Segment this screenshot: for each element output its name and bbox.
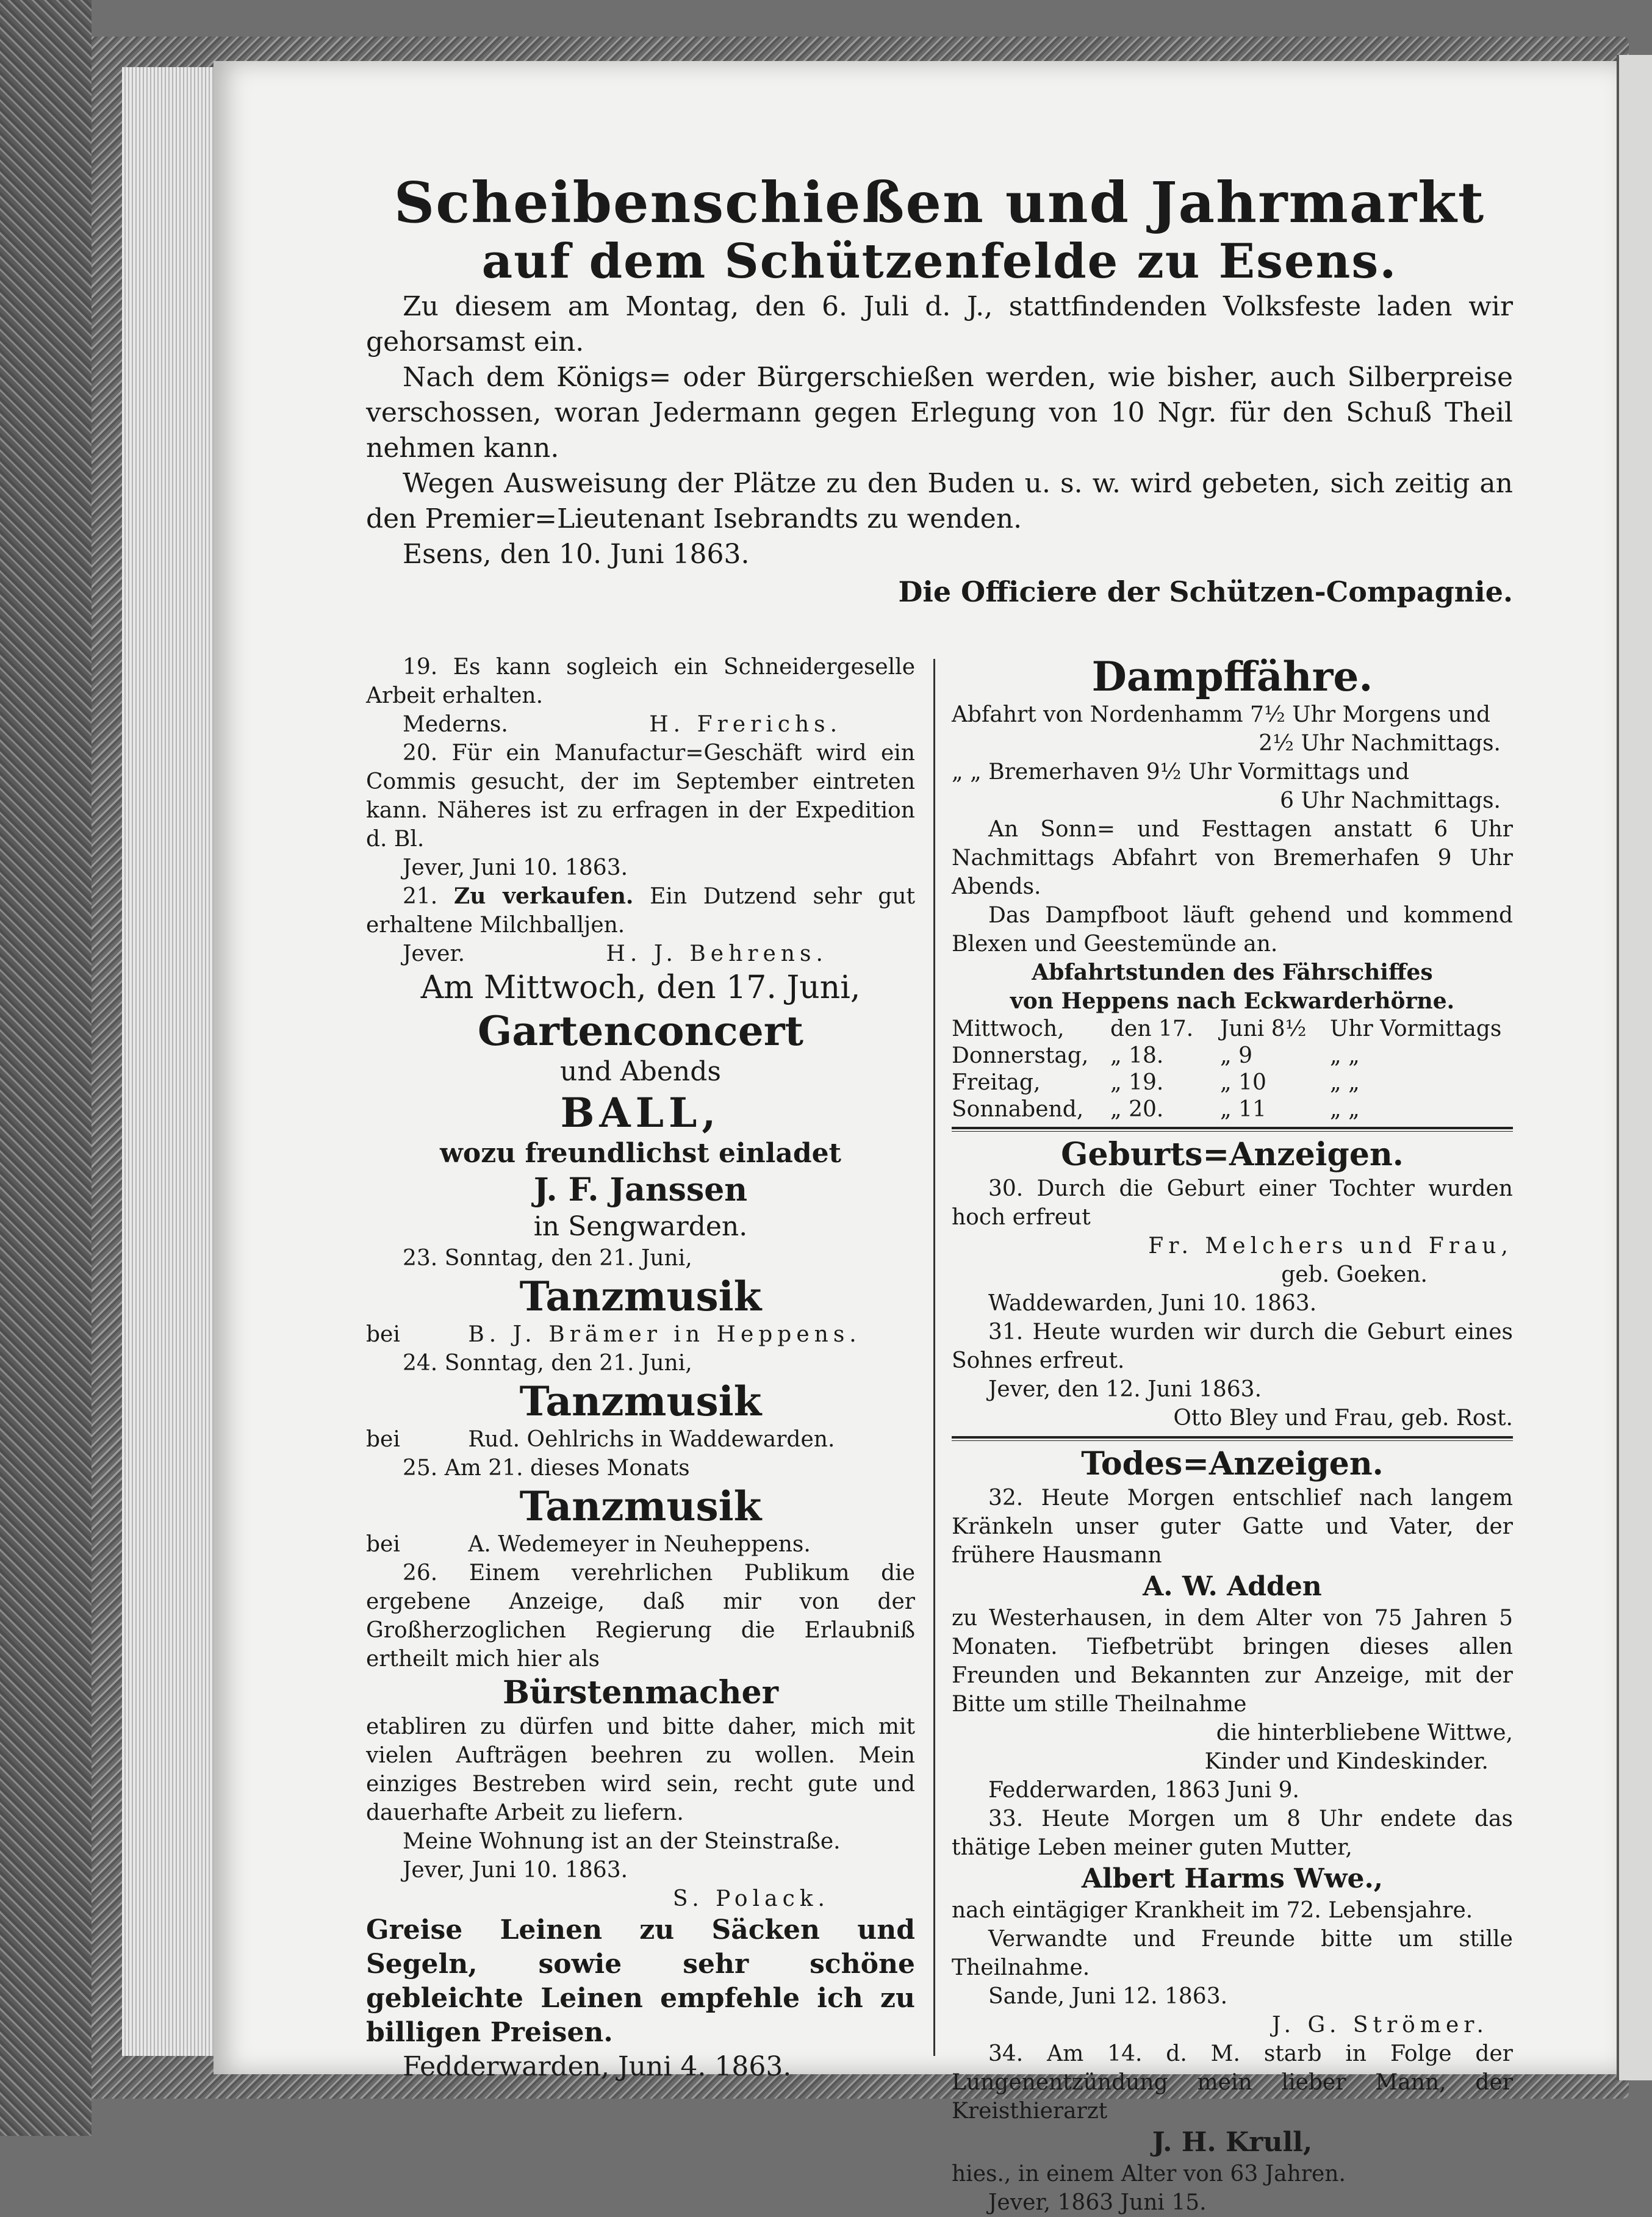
facing-page-edge	[1617, 55, 1652, 2080]
schedule-cell: Donnerstag,	[952, 1043, 1089, 1068]
birth-31-date: Jever, den 12. Juni 1863.	[988, 1377, 1262, 1402]
schedule-cell: „ 11	[1220, 1097, 1266, 1122]
intro-paragraph-2: Nach dem Königs= oder Bürgerschießen werden, wie bisher, auch Silberpreise verschossen, woran Jedermann gegen Erlegung von 10 Ngr. für den Schuß Theil nehmen kann.	[366, 362, 1513, 464]
section-rule	[952, 1436, 1513, 1441]
ad-27-date: Fedderwarden, Juni 4. 1863.	[403, 2051, 792, 2082]
ad-20-text: 20. Für ein Manufactur=Geschäft wird ein Commis gesucht, der im September eintreten kann. Näheres ist zu erfragen in der Expedition d. Bl.	[366, 741, 915, 852]
ferry-para3: Das Dampfboot läuft gehend und kommend Blexen und Geestemünde an.	[952, 903, 1513, 957]
newspaper-page	[214, 61, 1617, 2215]
ad-19-place: Mederns.	[403, 712, 508, 737]
birth-30-name2: geb. Goeken.	[1281, 1262, 1428, 1287]
intro-dateline: Esens, den 10. Juni 1863.	[403, 539, 750, 570]
schedule-row	[952, 1096, 1513, 1123]
ad-26-headline: Bürstenmacher	[502, 1674, 778, 1711]
ferry-line3: „ „ Bremerhaven 9½ Uhr Vormittags und	[952, 760, 1410, 785]
ad-27-text: Greise Leinen zu Säcken und Segeln, sowie sehr schöne gebleichte Leinen empfehle ich zu billigen Preisen.	[366, 1914, 915, 2048]
ad-25-signoff	[366, 1530, 915, 1559]
ad-23-line1: 23. Sonntag, den 21. Juni,	[403, 1246, 692, 1271]
birth-30-text: 30. Durch die Geburt einer Tochter wurden hoch erfreut	[952, 1176, 1513, 1230]
deaths-headline: Todes=Anzeigen.	[1081, 1445, 1384, 1482]
schedule-cell: „ 18.	[1110, 1043, 1164, 1068]
ad-19-signoff	[366, 710, 915, 739]
birth-31-name: Otto Bley und Frau, geb. Rost.	[1173, 1406, 1513, 1431]
ad-20-date: Jever, Juni 10. 1863.	[403, 855, 628, 880]
right-column	[952, 653, 1513, 2217]
schedule-cell: „ „	[1330, 1070, 1360, 1095]
column-divider	[933, 659, 935, 2056]
schedule-row	[952, 1069, 1513, 1096]
schedule-table	[952, 1016, 1513, 1123]
schedule-row	[952, 1043, 1513, 1069]
section-rule	[952, 1127, 1513, 1132]
death-33-name: Albert Harms Wwe.,	[1081, 1863, 1384, 1894]
ad-26-name: S. Polack.	[672, 1886, 830, 1911]
ad-21-head: Zu verkaufen.	[453, 883, 634, 909]
schedule-head2: von Heppens nach Eckwarderhörne.	[1010, 988, 1455, 1014]
ad-22-line5: wozu freundlichst einladet	[439, 1138, 841, 1169]
ad-26-date: Jever, Juni 10. 1863.	[403, 1858, 628, 1883]
death-34-text: 34. Am 14. d. M. starb in Folge der Lungenentzündung mein lieber Mann, der Kreisthierarzt	[952, 2041, 1513, 2124]
schedule-cell: „ 10	[1220, 1070, 1266, 1095]
ad-23-bei: bei	[366, 1322, 400, 1347]
book-spine-edge	[0, 0, 92, 2136]
ad-24-bei: bei	[366, 1427, 400, 1452]
death-32-name: A. W. Adden	[1143, 1571, 1322, 1602]
schedule-cell: „ 9	[1220, 1043, 1252, 1068]
schedule-cell: Uhr Vormittags	[1330, 1016, 1502, 1041]
ferry-line4: 6 Uhr Nachmittags.	[1280, 788, 1501, 813]
ad-19-name: H. Frerichs.	[649, 712, 842, 737]
ferry-line2: 2½ Uhr Nachmittags.	[1259, 731, 1501, 756]
ad-23-name: B. J. Brämer in Heppens.	[468, 1322, 861, 1347]
ad-21-signoff	[366, 940, 915, 968]
ad-22-line1: Am Mittwoch, den 17. Juni,	[420, 969, 861, 1006]
death-33-sig: J. G. Strömer.	[1271, 2013, 1489, 2038]
schedule-row	[952, 1016, 1513, 1043]
birth-31-text: 31. Heute wurden wir durch die Geburt eines Sohnes erfreut.	[952, 1320, 1513, 1373]
ad-21-place: Jever.	[403, 941, 465, 966]
ad-21-text	[366, 882, 915, 940]
ad-25-line1: 25. Am 21. dieses Monats	[403, 1456, 690, 1481]
schedule-cell: Mittwoch,	[952, 1016, 1065, 1041]
schedule-cell: „ „	[1330, 1043, 1360, 1068]
main-title: Scheibenschießen und Jahrmarkt	[393, 170, 1485, 235]
ad-22-ball: BALL,	[560, 1089, 721, 1137]
death-34-name: J. H. Krull,	[1152, 2127, 1313, 2158]
death-33-text3: Verwandte und Freunde bitte um stille Theilnahme.	[952, 1927, 1513, 1980]
schedule-head1: Abfahrtstunden des Fährschiffes	[1032, 960, 1433, 985]
death-32-date: Fedderwarden, 1863 Juni 9.	[988, 1778, 1299, 1803]
schedule-cell: „ 20.	[1110, 1097, 1164, 1122]
ferry-line1: Abfahrt von Nordenhamm 7½ Uhr Morgens und	[952, 702, 1491, 727]
schedule-cell: Sonnabend,	[952, 1097, 1084, 1122]
death-34-date: Jever, 1863 Juni 15.	[988, 2190, 1207, 2215]
left-column	[366, 653, 915, 2084]
death-32-text: 32. Heute Morgen entschlief nach langem Kränkeln unser guter Gatte und Vater, der frühere Hausmann	[952, 1486, 1513, 1568]
ad-24-signoff	[366, 1425, 915, 1454]
ad-24-name: Rud. Oehlrichs in Waddewarden.	[468, 1427, 835, 1452]
intro-signature: Die Officiere der Schützen-Compagnie.	[898, 575, 1513, 608]
death-34-text2: hies., in einem Alter von 63 Jahren.	[952, 2161, 1346, 2186]
birth-30-date: Waddewarden, Juni 10. 1863.	[988, 1291, 1317, 1316]
two-column-section	[366, 653, 1513, 2215]
main-subtitle: auf dem Schützenfelde zu Esens.	[481, 234, 1398, 289]
ad-23-signoff	[366, 1320, 915, 1349]
ad-21-body: Ein Dutzend sehr gut erhaltene Milchballjen.	[366, 884, 916, 938]
death-32-sig1: die hinterbliebene Wittwe,	[1216, 1720, 1513, 1745]
ad-25-name: A. Wedemeyer in Neuheppens.	[468, 1532, 811, 1557]
ad-24-line1: 24. Sonntag, den 21. Juni,	[403, 1351, 692, 1376]
ad-26-text3: Meine Wohnung ist an der Steinstraße.	[403, 1829, 841, 1854]
ad-21-num: 21.	[403, 884, 438, 909]
intro-paragraph-1: Zu diesem am Montag, den 6. Juli d. J., stattfindenden Volksfeste laden wir gehorsamst ein.	[366, 291, 1513, 358]
ad-26-text2: etabliren zu dürfen und bitte daher, mich mit vielen Aufträgen beehren zu wollen. Mein einziges Bestreben wird sein, recht gute und dauerhafte Arbeit zu liefern.	[366, 1714, 915, 1825]
ad-23-headline: Tanzmusik	[519, 1273, 762, 1320]
schedule-cell: „ „	[1330, 1097, 1360, 1122]
ad-24-headline: Tanzmusik	[519, 1378, 762, 1425]
intro-paragraph-3: Wegen Ausweisung der Plätze zu den Buden u. s. w. wird gebeten, sich zeitig an den Premier=Lieutenant Isebrandts zu wenden.	[366, 468, 1513, 534]
ad-26-text: 26. Einem verehrlichen Publikum die ergebene Anzeige, daß mir von der Großherzoglichen Regierung die Erlaubniß ertheilt mich hier als	[366, 1561, 915, 1672]
ad-22-name: J. F. Janssen	[533, 1171, 748, 1209]
schedule-cell: „ 19.	[1110, 1070, 1164, 1095]
births-headline: Geburts=Anzeigen.	[1061, 1136, 1404, 1173]
birth-30-name: Fr. Melchers und Frau,	[1148, 1234, 1513, 1259]
ad-22-place: in Sengwarden.	[533, 1211, 748, 1242]
death-32-sig2: Kinder und Kindeskinder.	[1204, 1749, 1489, 1774]
death-33-text2: nach eintägiger Krankheit im 72. Lebensjahre.	[952, 1898, 1473, 1923]
ad-22-headline: Gartenconcert	[478, 1007, 803, 1055]
ad-25-bei: bei	[366, 1532, 400, 1557]
death-32-text2: zu Westerhausen, in dem Alter von 75 Jahren 5 Monaten. Tiefbetrübt bringen dieses allen Freunden und Bekannten zur Anzeige, mit der Bitte um stille Theilnahme	[952, 1606, 1513, 1717]
death-33-date: Sande, Juni 12. 1863.	[988, 1984, 1228, 2009]
ferry-headline: Dampffähre.	[1091, 653, 1373, 700]
schedule-cell: den 17.	[1110, 1016, 1194, 1041]
page-content	[366, 170, 1513, 2215]
death-33-text: 33. Heute Morgen um 8 Uhr endete das thätige Leben meiner guten Mutter,	[952, 1806, 1513, 1860]
ad-19-text: 19. Es kann sogleich ein Schneidergeselle Arbeit erhalten.	[366, 655, 915, 708]
schedule-cell: Juni 8½	[1220, 1016, 1307, 1041]
ferry-para2: An Sonn= und Festtagen anstatt 6 Uhr Nachmittags Abfahrt von Bremerhafen 9 Uhr Abends.	[952, 817, 1513, 899]
ad-25-headline: Tanzmusik	[519, 1482, 762, 1530]
schedule-cell: Freitag,	[952, 1070, 1041, 1095]
ad-21-name: H. J. Behrens.	[606, 941, 828, 966]
ad-22-line3: und Abends	[560, 1056, 721, 1087]
